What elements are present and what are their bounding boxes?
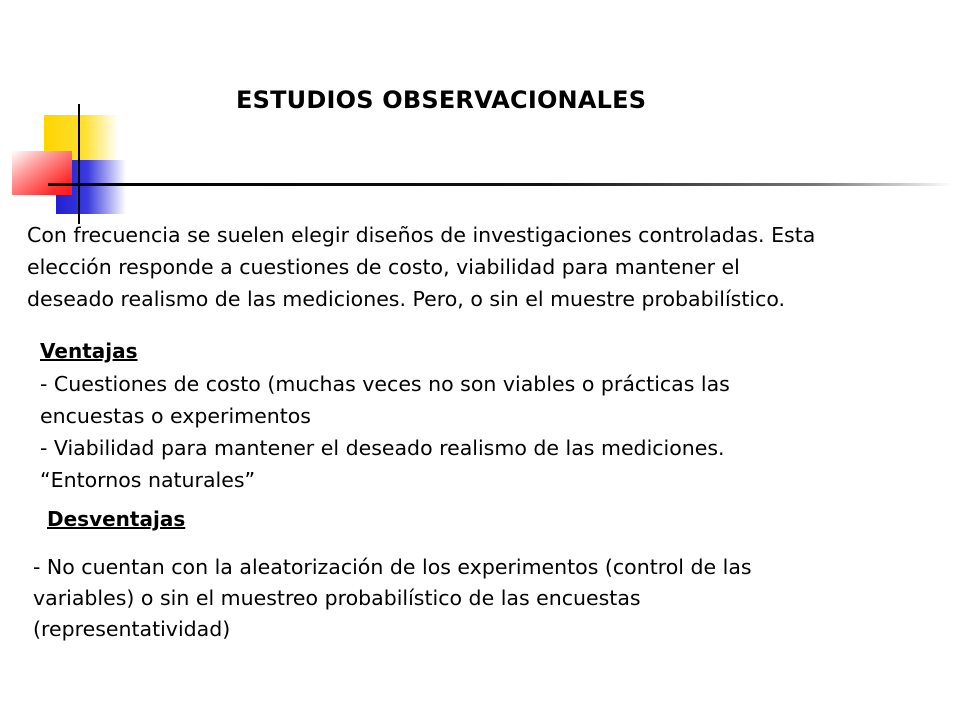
slide-decoration — [0, 0, 960, 230]
vertical-rule — [78, 104, 80, 224]
intro-line: Con frecuencia se suelen elegir diseños de investigaciones controladas. Esta — [27, 223, 816, 247]
desventajas-line: - No cuentan con la aleatorización de los experimentos (control de las — [33, 555, 752, 579]
desventajas-line: variables) o sin el muestreo probabilístico de las encuestas — [33, 586, 641, 610]
ventajas-list — [40, 368, 940, 496]
intro-line: deseado realismo de las mediciones. Pero, o sin el muestre probabilístico. — [27, 287, 786, 311]
page-title: ESTUDIOS OBSERVACIONALES — [236, 86, 647, 114]
ventajas-line: - Viabilidad para mantener el deseado realismo de las mediciones. — [40, 436, 725, 460]
red-square — [12, 151, 72, 195]
ventajas-line: “Entornos naturales” — [40, 468, 256, 492]
desventajas-line: (representatividad) — [33, 617, 231, 641]
horizontal-rule — [48, 183, 953, 186]
ventajas-line: - Cuestiones de costo (muchas veces no son viables o prácticas las — [40, 372, 730, 396]
intro-line: elección responde a cuestiones de costo, viabilidad para mantener el — [27, 255, 740, 279]
intro-paragraph — [27, 219, 937, 315]
desventajas-heading: Desventajas — [47, 507, 186, 531]
ventajas-heading: Ventajas — [40, 339, 138, 363]
desventajas-list — [33, 552, 933, 645]
ventajas-line: encuestas o experimentos — [40, 404, 311, 428]
